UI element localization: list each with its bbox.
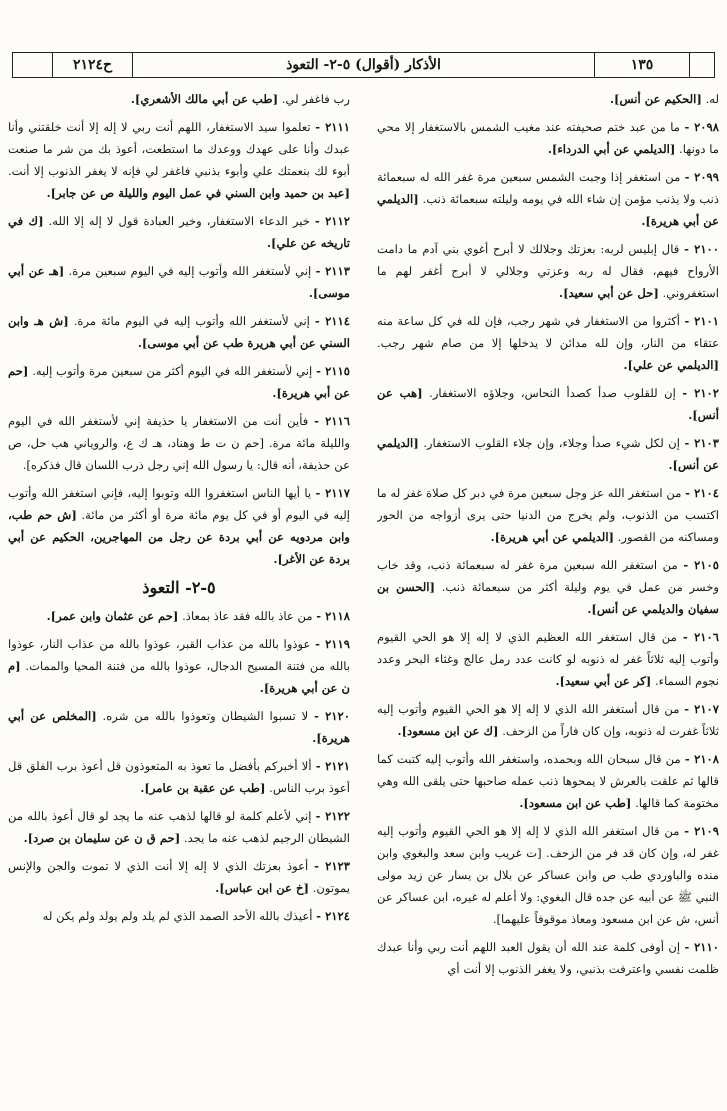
hadith-number: ٢١٠٢ - (682, 386, 719, 400)
hadith-entry (8, 855, 350, 899)
hadith-entry (8, 116, 350, 204)
hadith-entry (8, 410, 350, 476)
hadith-text: خير الدعاء الاستغفار، وخير العبادة قول لا إله إلا الله. (48, 214, 310, 228)
hadith-source: [الديلمي عن علي]. (623, 358, 719, 372)
hadith-entry (377, 626, 719, 692)
hadith-number: ٢١١٣ - (315, 264, 350, 278)
hadith-source: [خ عن ابن عباس]. (215, 881, 309, 895)
left-entries-after-section (8, 605, 350, 927)
hadith-text: من قال سبحان الله وبحمده، واستغفر الله وأتوب إليه كتبت كما قالها ثم علقت بالعرش لا يمحوها ذنب عمله صاحبها حتى يلقى الله وهي مختومة كما قالها. (377, 752, 719, 810)
hadith-text: ألا أخبركم بأفضل ما تعوذ به المتعوذون قل أعوذ برب الفلق قل أعوذ برب الناس. (8, 759, 350, 795)
hadith-entry (8, 755, 350, 799)
hadith-number: ٢١١٦ - (314, 414, 350, 428)
hadith-entry (8, 605, 350, 627)
hadith-entry (377, 698, 719, 742)
hadith-text: من قال أستغفر الله الذي لا إله إلا هو الحي القيوم وأتوب إليه ثلاثاً غفرت له ذنوبه، وإن كان فاراً من الزحف. (377, 702, 719, 738)
hadith-source: [الديلمي عن أنس]. (377, 436, 719, 472)
hadith-source: [كر عن أبي سعيد]. (555, 674, 652, 688)
hadith-source: [طب عن أبي مالك الأشعري]. (130, 92, 279, 106)
hadith-number: ٢١١٥ - (316, 364, 350, 378)
left-entries-before-section (8, 88, 350, 570)
hadith-source: [المخلص عن أبي هريرة]. (8, 709, 350, 745)
hadith-text: من قال استغفر الله الذي لا إله إلا هو الحي القيوم وأتوب إليه غفر له، وإن كان قد فر من الزحف. [ت غريب وابن سعد والبغوي وابن منده والباوردي طب ص وابن عساكر عن بلال بن يسار عن زيد مولى النبي ﷺ عن أبيه عن جده قال البغوي: ولا أعلم له غيره، ابن عساكر عن أنس، ش عن ابن مسعود ومعاذ موقوفاً عليهما]. (377, 824, 719, 926)
hadith-entry (8, 805, 350, 849)
hadith-text: قال إبليس لربه: بعزتك وجلالك لا أبرح أغوي بني آدم ما دامت الأرواح فيهم، فقال له ربه وعزتي وجلالي لا أبرح أغفر لهم ما استغفروني. (377, 242, 719, 300)
hadith-number: ٢٠٩٨ - (684, 120, 719, 134)
hadith-text: إني لأستغفر الله في اليوم أكثر من سبعين مرة وأتوب إليه. (32, 364, 313, 378)
hadith-source: [هب عن أنس]. (377, 386, 719, 422)
header-page-number: ١٣٥ (594, 53, 689, 77)
hadith-source: [ش حم طب، وابن مردويه عن أبي بردة عن رجل من المهاجرين، الحكيم عن أبي بردة عن الأغر]. (8, 508, 350, 566)
hadith-text: إن لكل شيء صدأ وجلاء، وإن جلاء القلوب الاستغفار. (423, 436, 680, 450)
hadith-text: أعوذ بعزتك الذي لا إله إلا أنت الذي لا تموت والجن والإنس يموتون. (8, 859, 350, 895)
header-chapter-title: الأذكار (أقوال) ٥-٢- التعوذ (286, 57, 441, 73)
hadith-entry (8, 88, 350, 110)
hadith-number: ٢١٠٨ - (684, 752, 719, 766)
hadith-text: له. (705, 92, 719, 106)
hadith-number: ٢١١٧ - (315, 486, 350, 500)
hadith-entry (377, 116, 719, 160)
header-left-blank-cell (13, 53, 53, 77)
hadith-entry (377, 432, 719, 476)
hadith-source: [حم ق ن عن سليمان بن صرد]. (23, 831, 181, 845)
hadith-text: ما من عبد ختم صحيفته عند مغيب الشمس بالاستغفار إلا محي ما دونها. (377, 120, 719, 156)
hadith-entry (8, 482, 350, 570)
hadith-number: ٢١٢١ - (315, 759, 350, 773)
hadith-source: [حم عن أبي هريرة]. (8, 364, 350, 400)
hadith-text: لا تسبوا الشيطان وتعوذوا بالله من شره. (102, 709, 309, 723)
section-title: ٥-٢- التعوذ (142, 578, 216, 597)
hadith-number: ٢٠٩٩ - (684, 170, 719, 184)
hadith-entry (377, 554, 719, 620)
hadith-source: [ك في تاريخه عن علي]. (8, 214, 350, 250)
hadith-entry (8, 633, 350, 699)
hadith-number: ٢١٠٠ - (684, 242, 719, 256)
hadith-source: [الحكيم عن أنس]. (609, 92, 702, 106)
hadith-entry (8, 705, 350, 749)
hadith-number: ٢١٢٠ - (314, 709, 350, 723)
hadith-source: [حم عن عثمان وابن عمر]. (46, 609, 179, 623)
hadith-entry (377, 936, 719, 980)
hadith-entry (8, 260, 350, 304)
hadith-source: [الديلمي عن أبي الدرداء]. (547, 142, 676, 156)
hadith-source: [الديلمي عن أبي هريرة]. (490, 530, 615, 544)
hadith-entry (8, 210, 350, 254)
header-right-blank-cell (689, 53, 714, 77)
hadith-number: ٢١١١ - (315, 120, 350, 134)
hadith-entry (377, 382, 719, 426)
hadith-number: ٢١٠٣ - (684, 436, 719, 450)
hadith-text: إني لأستغفر الله وأتوب إليه في اليوم مائة مرة. (73, 314, 310, 328)
hadith-text: فأين أنت من الاستغفار يا حذيفة إني لأستغفر الله في اليوم والليلة مائة مرة. [حم ن ت ط وهناد، هـ ك ع، والروياني هب حل، ص عن حذيفة، أنه قال: يا رسول الله إني رجل ذرب اللسان قال فذكره]. (8, 414, 350, 472)
hadith-text: إن أوفى كلمة عند الله أن يقول العبد اللهم أنت ربي وأنا عبدك ظلمت نفسي واعترفت بذنبي، ولا يغفر الذنوب إلا أنت أي (377, 940, 719, 976)
hadith-number: ٢١٠٦ - (682, 630, 719, 644)
hadith-text: أكثروا من الاستغفار في شهر رجب، فإن لله في كل ساعة منه عتقاء من النار، وإن لله مدائن لا يدخلها إلا من صام شهر رجب. (377, 314, 719, 350)
hadith-entry (377, 748, 719, 814)
hadith-source: [عبد بن حميد وابن السني في عمل اليوم والليلة ص عن جابر]. (46, 186, 350, 200)
hadith-entry (8, 360, 350, 404)
hadith-entry (377, 88, 719, 110)
hadith-text: يا أيها الناس استغفروا الله وتوبوا إليه، فإني استغفر الله وأتوب إليه في اليوم أو في كل يوم مائة مرة أو أكثر من مائة. (8, 486, 350, 522)
hadith-number: ٢١٠٤ - (685, 486, 719, 500)
hadith-number: ٢١١٤ - (314, 314, 350, 328)
hadith-text: من عاذ بالله فقد عاذ بمعاذ. (182, 609, 313, 623)
hadith-entry (8, 905, 350, 927)
hadith-text: أعيذك بالله الأحد الصمد الذي لم يلد ولم يولد ولم يكن له (42, 909, 313, 923)
left-text-column (8, 88, 350, 1103)
hadith-number: ٢١٠١ - (684, 314, 719, 328)
hadith-source: [طب عن ابن مسعود]. (519, 796, 632, 810)
hadith-entry (377, 310, 719, 376)
hadith-number: ٢١٢٣ - (314, 859, 350, 873)
hadith-entry (377, 820, 719, 930)
hadith-source: [طب عن عقبة بن عامر]. (140, 781, 266, 795)
hadith-number: ٢١٢٤ - (316, 909, 350, 923)
hadith-entry (377, 166, 719, 232)
hadith-text: عوذوا بالله من عذاب القبر، عوذوا بالله من عذاب النار، عوذوا بالله من فتنة المسيح الدجال، عوذوا بالله من فتنة المحيا والممات. (8, 637, 350, 673)
hadith-text: إن للقلوب صدأ كصدأ النحاس، وجلاؤه الاستغفار. (429, 386, 676, 400)
hadith-source: [هـ عن أبي موسى]. (8, 264, 350, 300)
hadith-number: ٢١٢٢ - (315, 809, 350, 823)
hadith-number: ٢١١٠ - (684, 940, 719, 954)
hadith-text: إني لأستغفر الله وأتوب إليه في اليوم سبعين مرة. (68, 264, 312, 278)
hadith-number: ٢١١٩ - (315, 637, 350, 651)
hadith-source: [م ن عن أبي هريرة]. (8, 659, 350, 695)
hadith-text: إني لأعلم كلمة لو قالها لذهب عنه ما يجد لو قال أعوذ بالله من الشيطان الرجيم لذهب عنه ما يجد. (8, 809, 350, 845)
hadith-text: من استغفر إذا وجبت الشمس سبعين مرة غفر الله له سبعمائة ذنب ولا يذنب مؤمن إن شاء الله في يومه وليلته سبعمائة ذنب. (377, 170, 719, 206)
hadith-text: من قال استغفر الله العظيم الذي لا إله إلا هو الحي القيوم وأتوب إليه ثلاثاً غفر له ذنوبه لو كانت عدد رمل عالج وغثاء البحر وعدد نجوم السماء. (377, 630, 719, 688)
page-header (12, 52, 715, 78)
hadith-source: [ك عن ابن مسعود]. (397, 724, 499, 738)
hadith-number: ٢١٠٥ - (683, 558, 719, 572)
hadith-text: من استغفر الله عز وجل سبعين مرة في دبر كل صلاة غفر له ما اكتسب من الذنوب، ولم يخرج من الدنيا حتى يرى أزواجه من الحور ومساكنه من القصور. (377, 486, 719, 544)
hadith-source: [الديلمي عن أبي هريرة]. (377, 192, 719, 228)
hadith-source: [حل عن أبي سعيد]. (559, 286, 659, 300)
hadith-number: ٢١٠٩ - (684, 824, 719, 838)
hadith-number: ٢١١٨ - (316, 609, 350, 623)
right-text-column (377, 88, 719, 1103)
hadith-entry (377, 482, 719, 548)
hadith-entry (8, 310, 350, 354)
hadith-number: ٢١١٢ - (314, 214, 350, 228)
hadith-source: [الحسن بن سفيان والديلمي عن أنس]. (377, 580, 719, 616)
hadith-text: رب فاغفر لي. (281, 92, 350, 106)
header-hadith-range: ح٢١٢٤ (53, 53, 133, 77)
hadith-text: من استغفر الله سبعين مرة غفر له سبعمائة ذنب، وقد خاب وخسر من عمل في يوم وليلة أكثر من سبعمائة ذنب. (377, 558, 719, 594)
hadith-text: تعلموا سيد الاستغفار، اللهم أنت ربي لا إله إلا أنت خلقتني وأنا عبدك وأنا على عهدك ووعدك ما استطعت، أعوذ بك من شر ما صنعت أبوء لك بنعمتك علي وأبوء بذنبي فاغفر لي فإنه لا يغفر الذنوب إلا أنت. (8, 120, 350, 178)
hadith-number: ٢١٠٧ - (684, 702, 719, 716)
hadith-entry (377, 238, 719, 304)
hadith-source: [ش هـ وابن السني عن أبي هريرة طب عن أبي موسى]. (8, 314, 350, 350)
